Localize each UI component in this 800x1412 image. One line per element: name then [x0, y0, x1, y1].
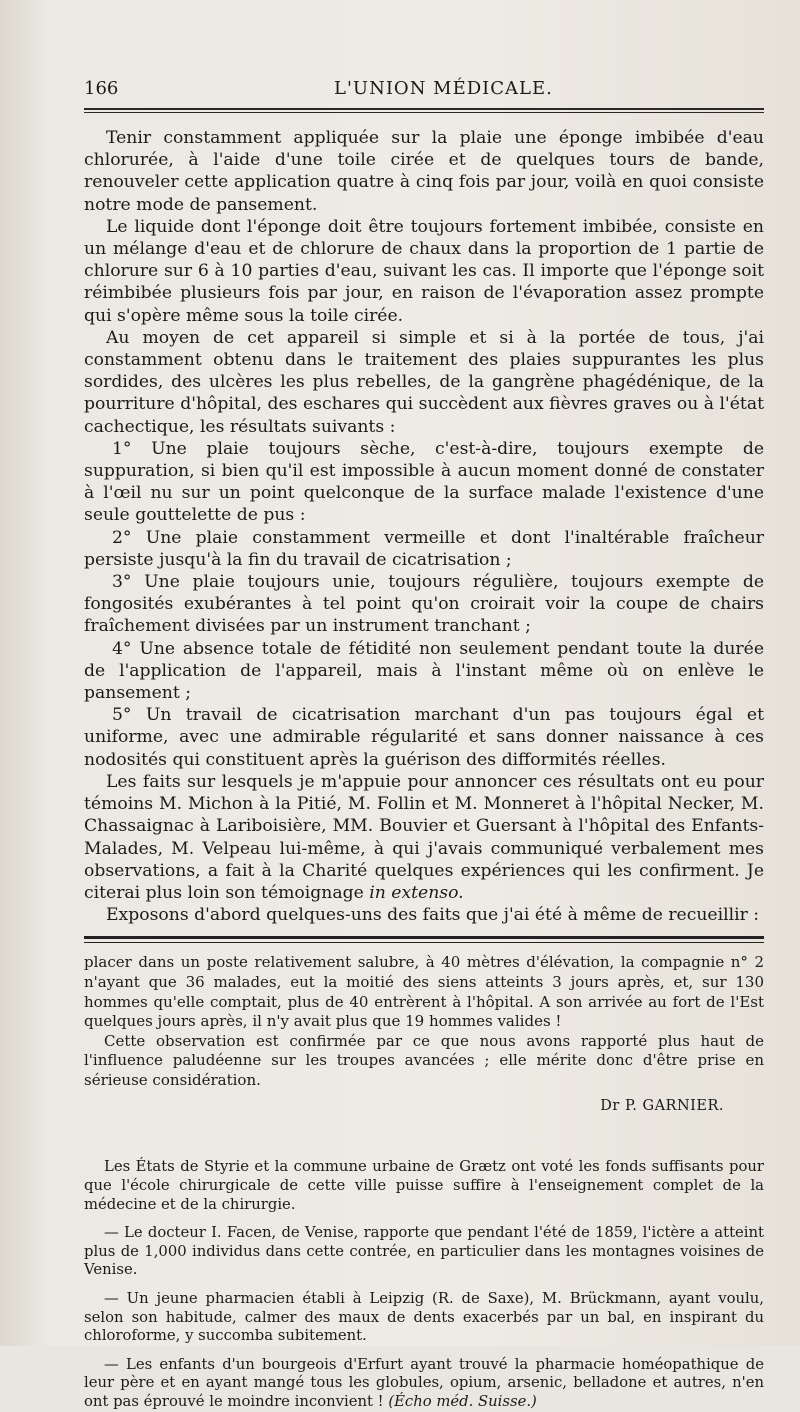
- section-rule: [84, 936, 764, 939]
- news-item: — Un jeune pharmacien établi à Leipzig (R. de Saxe), M. Brückmann, ayant voulu, selon son habitude, calmer des maux de dents exacerbés par un bal, en inspirant du chloroforme, y succomba subitement.: [84, 1290, 764, 1345]
- footnote-paragraph: Cette observation est confirmée par ce que nous avons rapporté plus haut de l'influence paludéenne sur les troupes avancées ; elle mérite donc d'être prise en sérieuse considération.: [84, 1031, 764, 1089]
- paragraph: Exposons d'abord quelques-uns des faits que j'ai été à même de recueillir :: [106, 905, 760, 926]
- main-text: [84, 127, 764, 926]
- page-number: 166: [84, 78, 119, 99]
- news-item: [84, 1356, 764, 1412]
- result-item: 5° Un travail de cicatrisation marchant d'un pas toujours égal et uniforme, avec une admirable régularité et sans donner naissance à ces nodosités qui constituent après la guérison des difformités réelles.: [84, 705, 764, 770]
- news-source: (Écho méd. Suisse.): [388, 1393, 537, 1410]
- header-rule: [84, 112, 764, 113]
- signature: Dr P. GARNIER.: [600, 1098, 724, 1115]
- in-extenso: in extenso.: [369, 882, 464, 903]
- paragraph: Le liquide dont l'éponge doit être toujours fortement imbibée, consiste en un mélange d'eau et de chlorure de chaux dans la proportion de 1 partie de chlorure sur 6 à 10 parties d'eau, suivant les cas. Il importe que l'éponge soit réimbibée plusieurs fois par jour, en raison de l'évaporation assez prompte qui s'opère même sous la toile cirée.: [84, 216, 764, 326]
- news-item: — Le docteur I. Facen, de Venise, rapporte que pendant l'été de 1859, l'ictère a atteint plus de 1,000 individus dans cette contrée, en particulier dans les montagnes voisines de Venise.: [84, 1224, 764, 1279]
- section-rule: [84, 942, 764, 943]
- news-item-text: — Les enfants d'un bourgeois d'Erfurt ayant trouvé la pharmacie homéopathique de leur père et en ayant mangé tous les globules, opium, arsenic, belladone et autres, n'en ont pas éprouvé le moindre inconvient !: [84, 1355, 764, 1410]
- footnote-paragraph: placer dans un poste relativement salubre, à 40 mètres d'élévation, la compagnie n° 2 n'ayant que 36 malades, eut la moitié des siens atteints 3 jours après, et, sur 130 hommes qu'elle comptait, plus de 40 entrèrent à l'hôpital. A son arrivée au fort de l'Est quelques jours après, il n'y avait plus que 19 hommes valides !: [84, 953, 764, 1031]
- paragraph-witnesses: [84, 771, 764, 904]
- running-head: L'UNION MÉDICALE.: [334, 78, 553, 99]
- result-item: 4° Une absence totale de fétidité non seulement pendant toute la durée de l'application de l'appareil, mais à l'instant même où on enlève le pansement ;: [84, 638, 764, 704]
- news-item: Les États de Styrie et la commune urbaine de Grætz ont voté les fonds suffisants pour que l'école chirurgicale de cette ville puisse suffire à l'enseignement complet de la médecine et de la chirurgie.: [84, 1158, 764, 1213]
- news-section: [84, 1158, 764, 1411]
- witnesses-text: Les faits sur lesquels je m'appuie pour annoncer ces résultats ont eu pour témoins M. Michon à la Pitié, M. Follin et M. Monneret à l'hôpital Necker, M. Chassaignac à Lariboisière, MM. Bouvier et Guersant à l'hôpital des Enfants-Malades, M. Velpeau lui-même, à qui j'avais communiqué verbalement mes observations, a fait à la Charité quelques expériences qui les confirment. Je citerai plus loin son témoignage: [84, 771, 764, 903]
- paragraph: Au moyen de cet appareil si simple et si à la portée de tous, j'ai constamment obtenu dans le traitement des plaies suppurantes les plus sordides, des ulcères les plus rebelles, de la gangrène phagédénique, de la pourriture d'hôpital, des eschares qui succèdent aux fièvres graves ou à l'état cachectique, les résultats suivants :: [84, 327, 764, 437]
- paragraph: Tenir constamment appliquée sur la plaie une éponge imbibée d'eau chlorurée, à l'aide d'une toile cirée et de quelques tours de bande, renouveler cette application quatre à cinq fois par jour, voilà en quoi consiste notre mode de pansement.: [84, 128, 764, 215]
- result-item: 1° Une plaie toujours sèche, c'est-à-dire, toujours exempte de suppuration, si bien qu'il est impossible à aucun moment donné de constater à l'œil nu sur un point quelconque de la surface malade l'existence d'une seule gouttelette de pus :: [84, 438, 764, 526]
- result-item: 2° Une plaie constamment vermeille et dont l'inaltérable fraîcheur persiste jusqu'à la fin du travail de cicatrisation ;: [84, 527, 764, 570]
- footnote: [84, 953, 764, 1116]
- page-header: [84, 78, 764, 110]
- result-item: 3° Une plaie toujours unie, toujours régulière, toujours exempte de fongosités exubérantes à tel point qu'on croirait voir la coupe de chairs fraîchement divisées par un instrument tranchant ;: [84, 572, 764, 637]
